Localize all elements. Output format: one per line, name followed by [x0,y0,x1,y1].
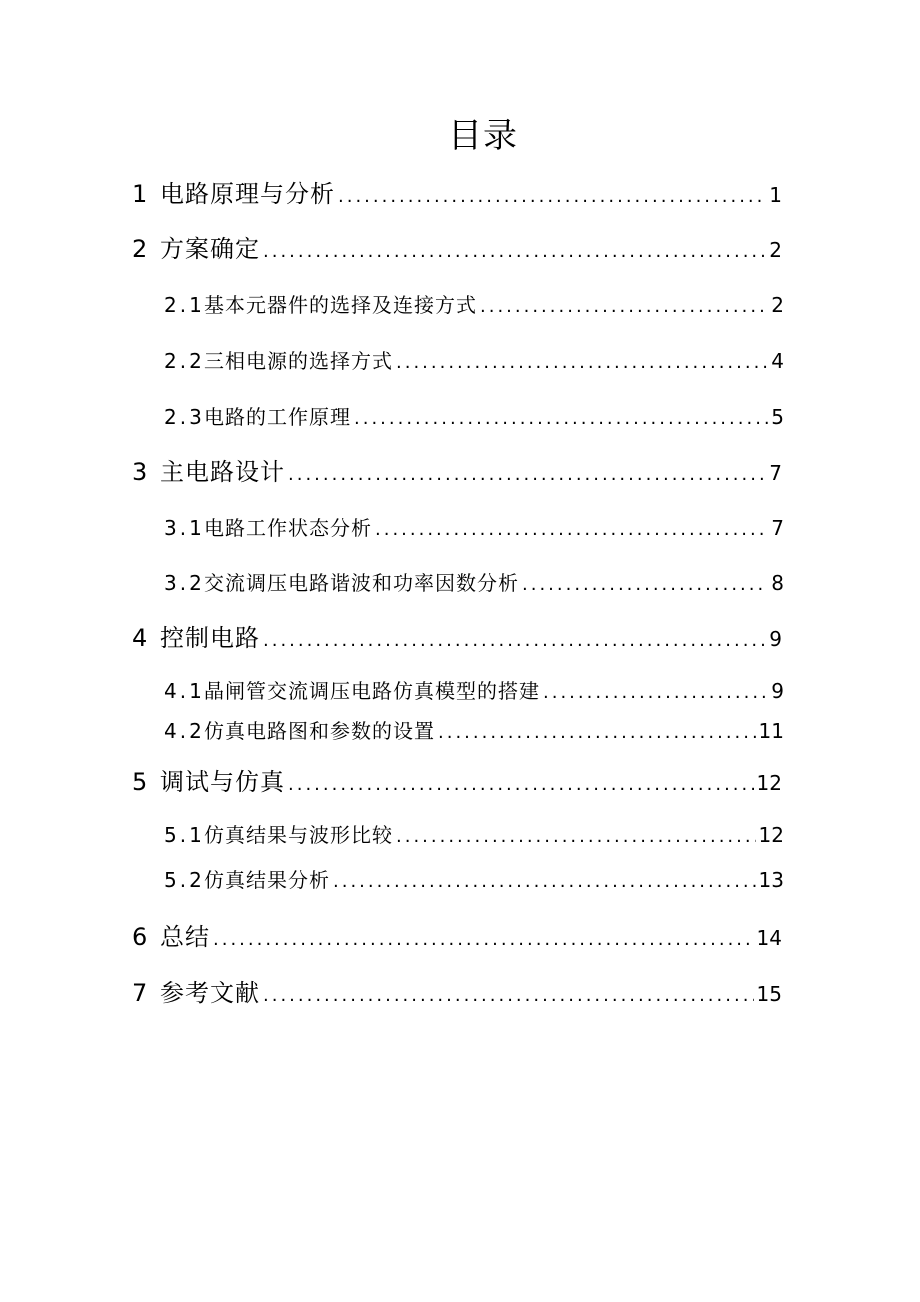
toc-entry-page: 15 [756,982,782,1006]
toc-entry-number: 2.3 [164,405,205,429]
toc-entry-4-2[interactable] [164,716,784,746]
toc-entry-number: 3.2 [164,571,205,595]
toc-entry-3-2[interactable] [164,568,784,598]
toc-entry-number: 6 [132,923,148,951]
toc-entry-number: 2 [132,235,148,263]
toc-entry-3[interactable] [132,454,782,490]
toc-entry-number: 7 [132,979,148,1007]
toc-entry-title: 控制电路 [160,624,260,652]
toc-entry-title: 调试与仿真 [160,768,285,796]
toc-dot-leader [354,404,768,434]
toc-entry-page: 8 [771,571,784,595]
toc-entry-2-2[interactable] [164,346,784,376]
toc-entry-2[interactable] [132,231,782,267]
toc-dot-leader [263,623,766,659]
toc-entry-title: 交流调压电路谐波和功率因数分析 [204,571,519,595]
toc-entry-2-1[interactable] [164,290,784,320]
toc-entry-5[interactable] [132,764,782,800]
toc-entry-number: 1 [132,180,148,208]
toc-entry-5-2[interactable] [164,865,784,895]
toc-entry-title: 晶闸管交流调压电路仿真模型的搭建 [204,679,540,703]
toc-entry-page: 5 [771,405,784,429]
toc-entry-page: 1 [769,183,782,207]
toc-entry-6[interactable] [132,919,782,955]
toc-entry-page: 9 [769,627,782,651]
toc-entry-title: 电路的工作原理 [204,405,351,429]
toc-entry-page: 12 [756,771,782,795]
toc-dot-leader [288,457,766,493]
toc-dot-leader [438,718,756,748]
toc-entry-page: 11 [758,719,784,743]
toc-entry-title: 主电路设计 [160,458,285,486]
toc-entry-number: 2.1 [164,293,205,317]
toc-entry-number: 3.1 [164,516,205,540]
toc-entry-title: 仿真电路图和参数的设置 [204,719,435,743]
toc-entry-title: 电路原理与分析 [160,180,335,208]
toc-entry-page: 9 [771,679,784,703]
toc-dot-leader [263,978,754,1014]
toc-dot-leader [543,678,768,708]
page-title: 目录 [448,116,518,156]
toc-entry-page: 12 [758,823,784,847]
toc-entry-number: 3 [132,458,148,486]
toc-entry-number: 4.1 [164,679,205,703]
toc-entry-number: 5 [132,768,148,796]
toc-entry-page: 13 [758,868,784,892]
toc-entry-number: 4 [132,624,148,652]
toc-entry-4[interactable] [132,620,782,656]
toc-entry-number: 2.2 [164,349,205,373]
toc-entry-5-1[interactable] [164,820,784,850]
toc-entry-7[interactable] [132,975,782,1011]
toc-entry-page: 2 [771,293,784,317]
toc-entry-title: 总结 [160,923,210,951]
toc-entry-page: 2 [769,238,782,262]
toc-entry-4-1[interactable] [164,676,784,706]
toc-entry-1[interactable] [132,176,782,212]
toc-entry-title: 仿真结果分析 [204,868,330,892]
toc-dot-leader [396,822,756,852]
toc-entry-title: 方案确定 [160,235,260,263]
toc-entry-title: 参考文献 [160,979,260,1007]
toc-entry-number: 5.1 [164,823,205,847]
toc-dot-leader [396,348,768,378]
toc-entry-page: 7 [771,516,784,540]
toc-entry-title: 电路工作状态分析 [204,516,372,540]
toc-entry-page: 7 [769,461,782,485]
toc-entry-title: 仿真结果与波形比较 [204,823,393,847]
toc-dot-leader [288,767,754,803]
toc-entry-page: 14 [756,926,782,950]
toc-dot-leader [375,515,768,545]
toc-entry-page: 4 [771,349,784,373]
toc-dot-leader [480,292,768,322]
toc-entry-title: 基本元器件的选择及连接方式 [204,293,477,317]
toc-dot-leader [263,234,766,270]
toc-dot-leader [522,570,768,600]
toc-entry-number: 5.2 [164,868,205,892]
toc-entry-number: 4.2 [164,719,205,743]
toc-entry-3-1[interactable] [164,513,784,543]
toc-entry-title: 三相电源的选择方式 [204,349,393,373]
toc-dot-leader [213,922,754,958]
toc-entry-2-3[interactable] [164,402,784,432]
toc-dot-leader [333,867,756,897]
toc-dot-leader [338,179,766,215]
